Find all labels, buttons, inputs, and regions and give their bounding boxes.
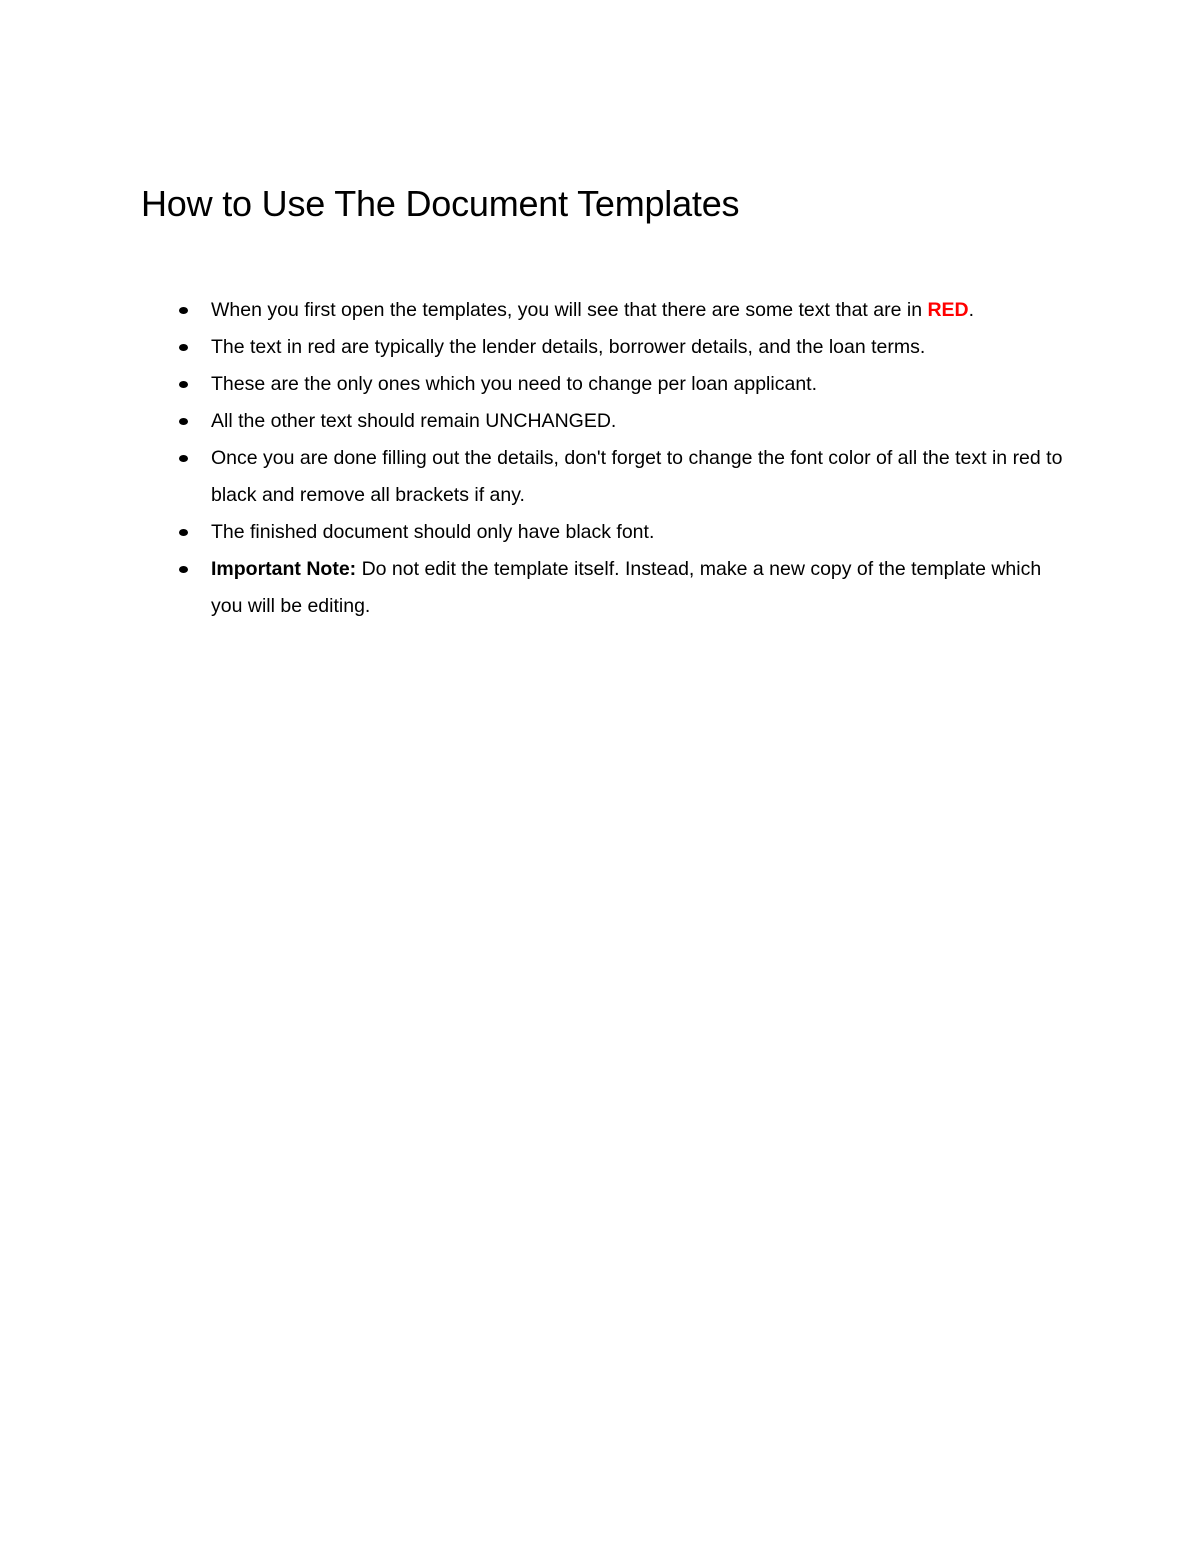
item-text: All the other text should remain UNCHANGED. bbox=[211, 410, 617, 432]
list-item bbox=[176, 292, 1076, 329]
list-item bbox=[176, 366, 1076, 403]
bullet-icon bbox=[179, 344, 188, 351]
bullet-icon bbox=[179, 381, 188, 388]
bullet-icon bbox=[179, 566, 188, 573]
item-text: The text in red are typically the lender details, borrower details, and the loan terms. bbox=[211, 336, 926, 358]
important-note-label: Important Note: bbox=[211, 558, 357, 580]
item-text: These are the only ones which you need to change per loan applicant. bbox=[211, 373, 817, 395]
list-item bbox=[176, 440, 1076, 514]
bullet-icon bbox=[179, 418, 188, 425]
list-item bbox=[176, 514, 1076, 551]
list-item bbox=[176, 403, 1076, 440]
bullet-icon bbox=[179, 455, 188, 462]
instruction-list bbox=[176, 292, 1076, 625]
item-text: When you first open the templates, you will see that there are some text that are in bbox=[211, 299, 928, 321]
bullet-icon bbox=[179, 529, 188, 536]
item-text: The finished document should only have black font. bbox=[211, 521, 655, 543]
red-highlight-text: RED bbox=[927, 299, 969, 321]
list-item bbox=[176, 551, 1076, 625]
list-item bbox=[176, 329, 1076, 366]
page-title: How to Use The Document Templates bbox=[141, 183, 740, 224]
item-text-end: . bbox=[968, 299, 975, 321]
item-text: Do not edit the template itself. Instead, make a new copy of the template which you will be editing. bbox=[211, 558, 1042, 617]
bullet-icon bbox=[179, 307, 188, 314]
item-text: Once you are done filling out the details, don't forget to change the font color of all the text in red to black and remove all brackets if any. bbox=[211, 447, 1063, 506]
